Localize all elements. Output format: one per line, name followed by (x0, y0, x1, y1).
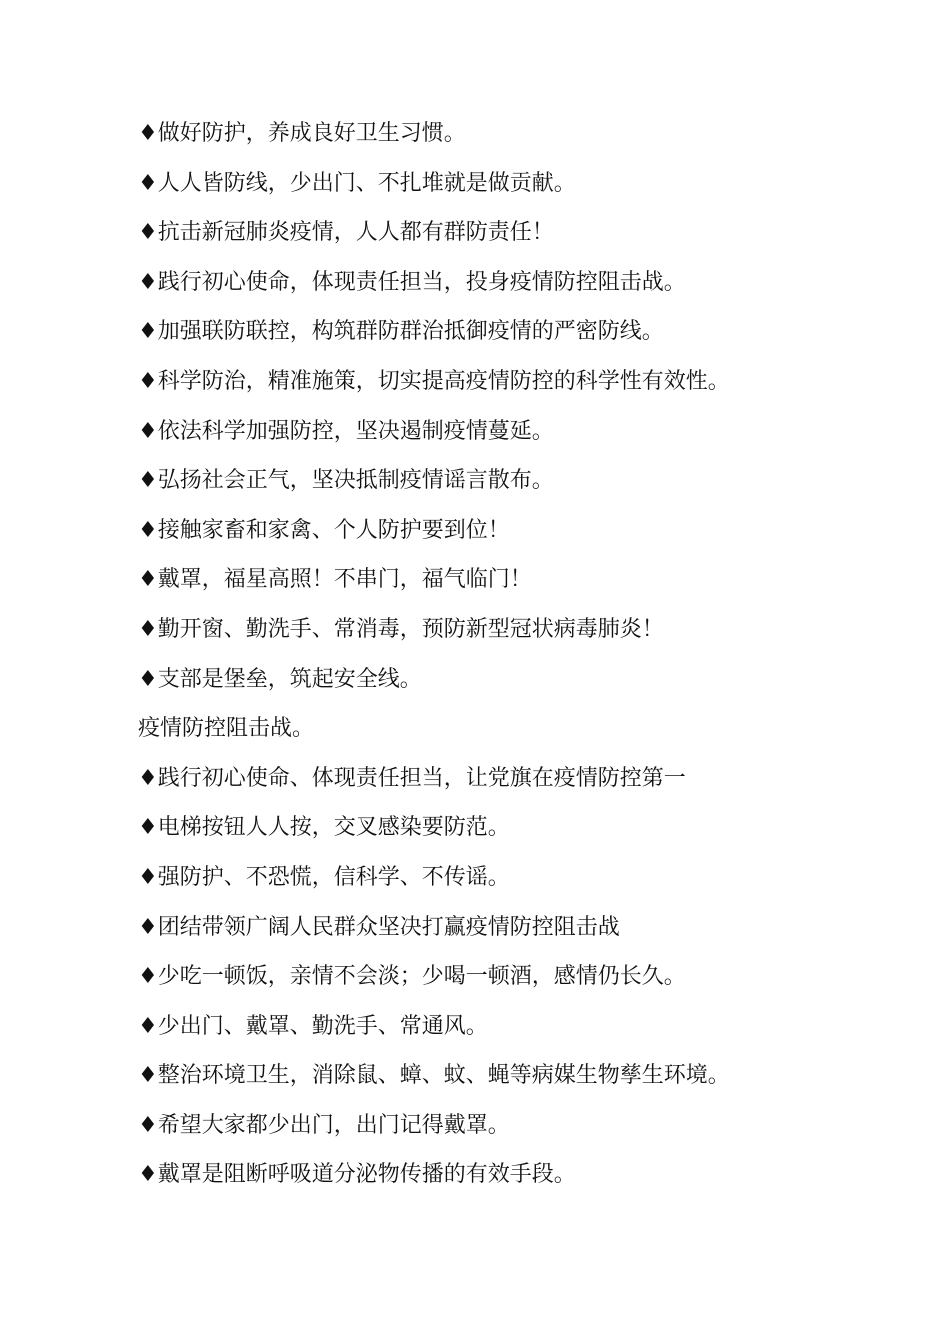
text-line: ♦做好防护，养成良好卫生习惯。 (138, 121, 466, 146)
text-line: ♦科学防治，精准施策，切实提高疫情防控的科学性有效性。 (138, 368, 730, 394)
text-line: ♦依法科学加强防控，坚决遏制疫情蔓延。 (138, 418, 554, 444)
text-line: ♦希望大家都少出门，出门记得戴罩。 (138, 1112, 510, 1138)
text-line: ♦抗击新冠肺炎疫情，人人都有群防责任！ (138, 220, 554, 246)
text-line: ♦勤开窗、勤洗手、常消毒，预防新型冠状病毒肺炎！ (138, 616, 664, 642)
text-line: ♦人人皆防线，少出门、不扎堆就是做贡献。 (138, 170, 576, 196)
text-line: ♦支部是堡垒，筑起安全线。 (138, 666, 422, 692)
text-line: ♦加强联防联控，构筑群防群治抵御疫情的严密防线。 (138, 319, 664, 345)
text-line: ♦少出门、戴罩、勤洗手、常通风。 (138, 1013, 488, 1039)
slogan-list (138, 114, 898, 1205)
text-line: ♦践行初心使命、体现责任担当，让党旗在疫情防控第一 (138, 765, 686, 791)
text-line: ♦践行初心使命，体现责任担当，投身疫情防控阻击战。 (138, 269, 686, 295)
text-line: ♦戴罩，福星高照！不串门，福气临门！ (138, 567, 532, 593)
text-line: ♦强防护、不恐慌，信科学、不传谣。 (138, 864, 510, 890)
text-line: 疫情防控阻击战。 (138, 716, 315, 742)
text-line: ♦整治环境卫生，消除鼠、蟑、蚊、蝇等病媒生物孳生环境。 (138, 1063, 730, 1089)
text-line: ♦电梯按钮人人按，交叉感染要防范。 (138, 815, 510, 841)
text-line: ♦接触家畜和家禽、个人防护要到位！ (138, 517, 510, 543)
text-line: ♦少吃一顿饭，亲情不会淡；少喝一顿酒，感情仍长久。 (138, 964, 686, 990)
text-line: ♦戴罩是阻断呼吸道分泌物传播的有效手段。 (138, 1162, 576, 1188)
text-line: ♦弘扬社会正气，坚决抵制疫情谣言散布。 (138, 468, 554, 494)
text-line: ♦团结带领广阔人民群众坚决打赢疫情防控阻击战 (138, 914, 620, 940)
